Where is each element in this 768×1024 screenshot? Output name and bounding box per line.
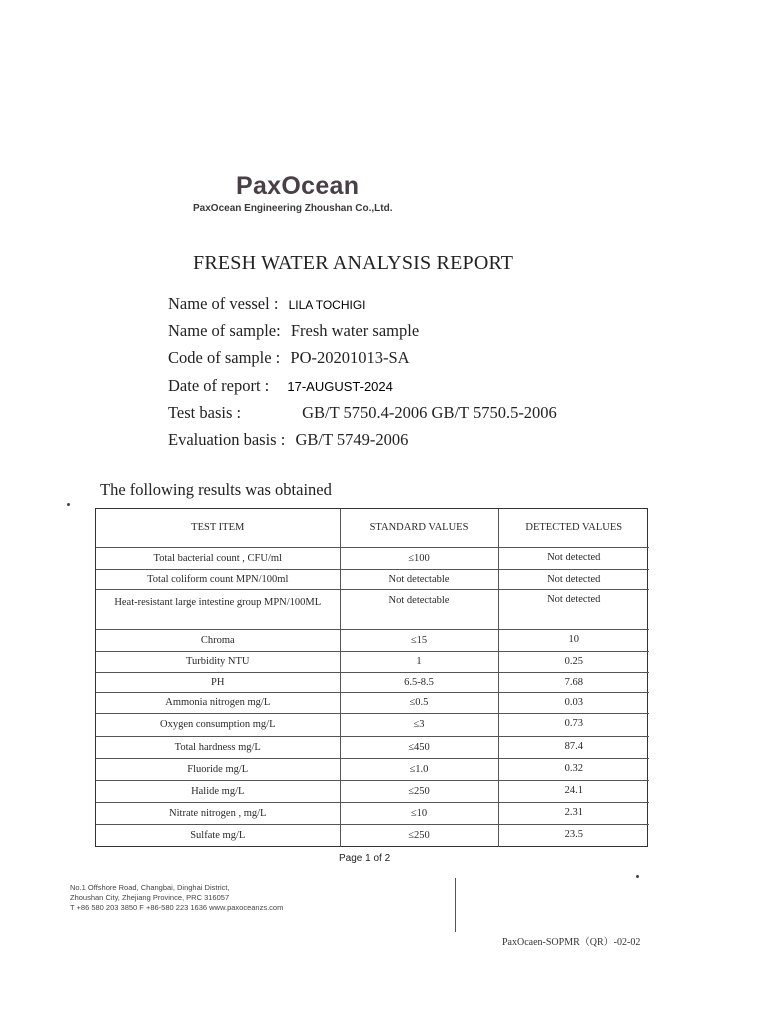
table-row (96, 780, 649, 802)
cell-test-item: Total coliform count MPN/100ml (96, 569, 340, 589)
results-heading: The following results was obtained (100, 480, 332, 499)
cell-detected: Not detected (498, 547, 649, 569)
cell-standard: ≤250 (340, 780, 498, 802)
cell-test-item: PH (96, 672, 340, 692)
cell-standard: Not detectable (340, 569, 498, 589)
test-basis-label: Test basis : (168, 403, 242, 422)
cell-test-item: Nitrate nitrogen , mg/L (96, 802, 340, 824)
table-row (96, 589, 649, 629)
header-detected-values: DETECTED VALUES (498, 509, 649, 547)
cell-test-item: Sulfate mg/L (96, 824, 340, 847)
cell-standard: ≤10 (340, 802, 498, 824)
table-row (96, 547, 649, 569)
cell-test-item: Oxygen consumption mg/L (96, 713, 340, 736)
table-row (96, 758, 649, 780)
cell-standard: 6.5-8.5 (340, 672, 498, 692)
table-row (96, 651, 649, 672)
results-table (95, 508, 648, 847)
cell-standard: ≤0.5 (340, 692, 498, 713)
evaluation-basis-value: GB/T 5749-2006 (295, 430, 409, 449)
cell-detected: 24.1 (498, 780, 649, 802)
date-line (168, 376, 393, 396)
cell-standard: ≤3 (340, 713, 498, 736)
cell-test-item: Chroma (96, 629, 340, 651)
table-row (96, 713, 649, 736)
page-number: Page 1 of 2 (339, 853, 391, 864)
cell-test-item: Halide mg/L (96, 780, 340, 802)
footer-divider (455, 878, 456, 932)
code-value: PO-20201013-SA (290, 348, 410, 367)
table-header-row (96, 509, 649, 547)
cell-detected: 0.32 (498, 758, 649, 780)
cell-detected: Not detected (498, 589, 649, 629)
cell-test-item: Heat-resistant large intestine group MPN/100ML (96, 589, 340, 629)
cell-detected: 10 (498, 629, 649, 651)
company-logo: PaxOcean (236, 172, 360, 200)
vessel-value: LILA TOCHIGI (288, 298, 366, 312)
cell-test-item: Turbidity NTU (96, 651, 340, 672)
table-row (96, 692, 649, 713)
cell-detected: 7.68 (498, 672, 649, 692)
cell-detected: 0.03 (498, 692, 649, 713)
table-row (96, 672, 649, 692)
cell-test-item: Ammonia nitrogen mg/L (96, 692, 340, 713)
cell-standard: 1 (340, 651, 498, 672)
table-row (96, 824, 649, 847)
company-name: PaxOcean Engineering Zhoushan Co.,Ltd. (193, 203, 393, 214)
cell-detected: Not detected (498, 569, 649, 589)
report-title: FRESH WATER ANALYSIS REPORT (193, 252, 514, 274)
cell-standard: ≤250 (340, 824, 498, 847)
test-basis-value: GB/T 5750.4-2006 GB/T 5750.5-2006 (302, 403, 557, 422)
cell-detected: 23.5 (498, 824, 649, 847)
cell-standard: ≤100 (340, 547, 498, 569)
evaluation-basis-line (168, 430, 408, 450)
table-row (96, 629, 649, 651)
header-test-item: TEST ITEM (96, 509, 340, 547)
vessel-label: Name of vessel : (168, 294, 279, 313)
footer-address (70, 883, 283, 913)
cell-standard: ≤15 (340, 629, 498, 651)
cell-test-item: Total bacterial count , CFU/ml (96, 547, 340, 569)
date-label: Date of report : (168, 376, 270, 395)
cell-test-item: Fluoride mg/L (96, 758, 340, 780)
table-row (96, 736, 649, 758)
table-row (96, 569, 649, 589)
scan-speck (636, 875, 639, 878)
header-standard-values: STANDARD VALUES (340, 509, 498, 547)
address-line-3: T +86 580 203 3850 F +86-580 223 1636 www.paxoceanzs.com (70, 903, 284, 912)
table-row (96, 802, 649, 824)
address-line-1: No.1 Offshore Road, Changbai, Dinghai District, (70, 883, 230, 892)
scan-speck (67, 503, 70, 506)
cell-detected: 87.4 (498, 736, 649, 758)
cell-standard: Not detectable (340, 589, 498, 629)
sample-line (168, 321, 419, 341)
test-basis-line (168, 403, 557, 423)
cell-detected: 2.31 (498, 802, 649, 824)
evaluation-basis-label: Evaluation basis : (168, 430, 286, 449)
sample-value: Fresh water sample (290, 321, 420, 340)
vessel-line (168, 294, 365, 314)
cell-detected: 0.73 (498, 713, 649, 736)
code-line (168, 348, 410, 368)
sample-label: Name of sample: (168, 321, 281, 340)
address-line-2: Zhoushan City, Zhejiang Province, PRC 316057 (70, 893, 230, 902)
code-label: Code of sample : (168, 348, 281, 367)
date-value: 17-AUGUST-2024 (287, 379, 393, 394)
cell-detected: 0.25 (498, 651, 649, 672)
cell-test-item: Total hardness mg/L (96, 736, 340, 758)
cell-standard: ≤1.0 (340, 758, 498, 780)
document-code: PaxOcaen-SOPMR（QR）-02-02 (502, 937, 641, 948)
cell-standard: ≤450 (340, 736, 498, 758)
